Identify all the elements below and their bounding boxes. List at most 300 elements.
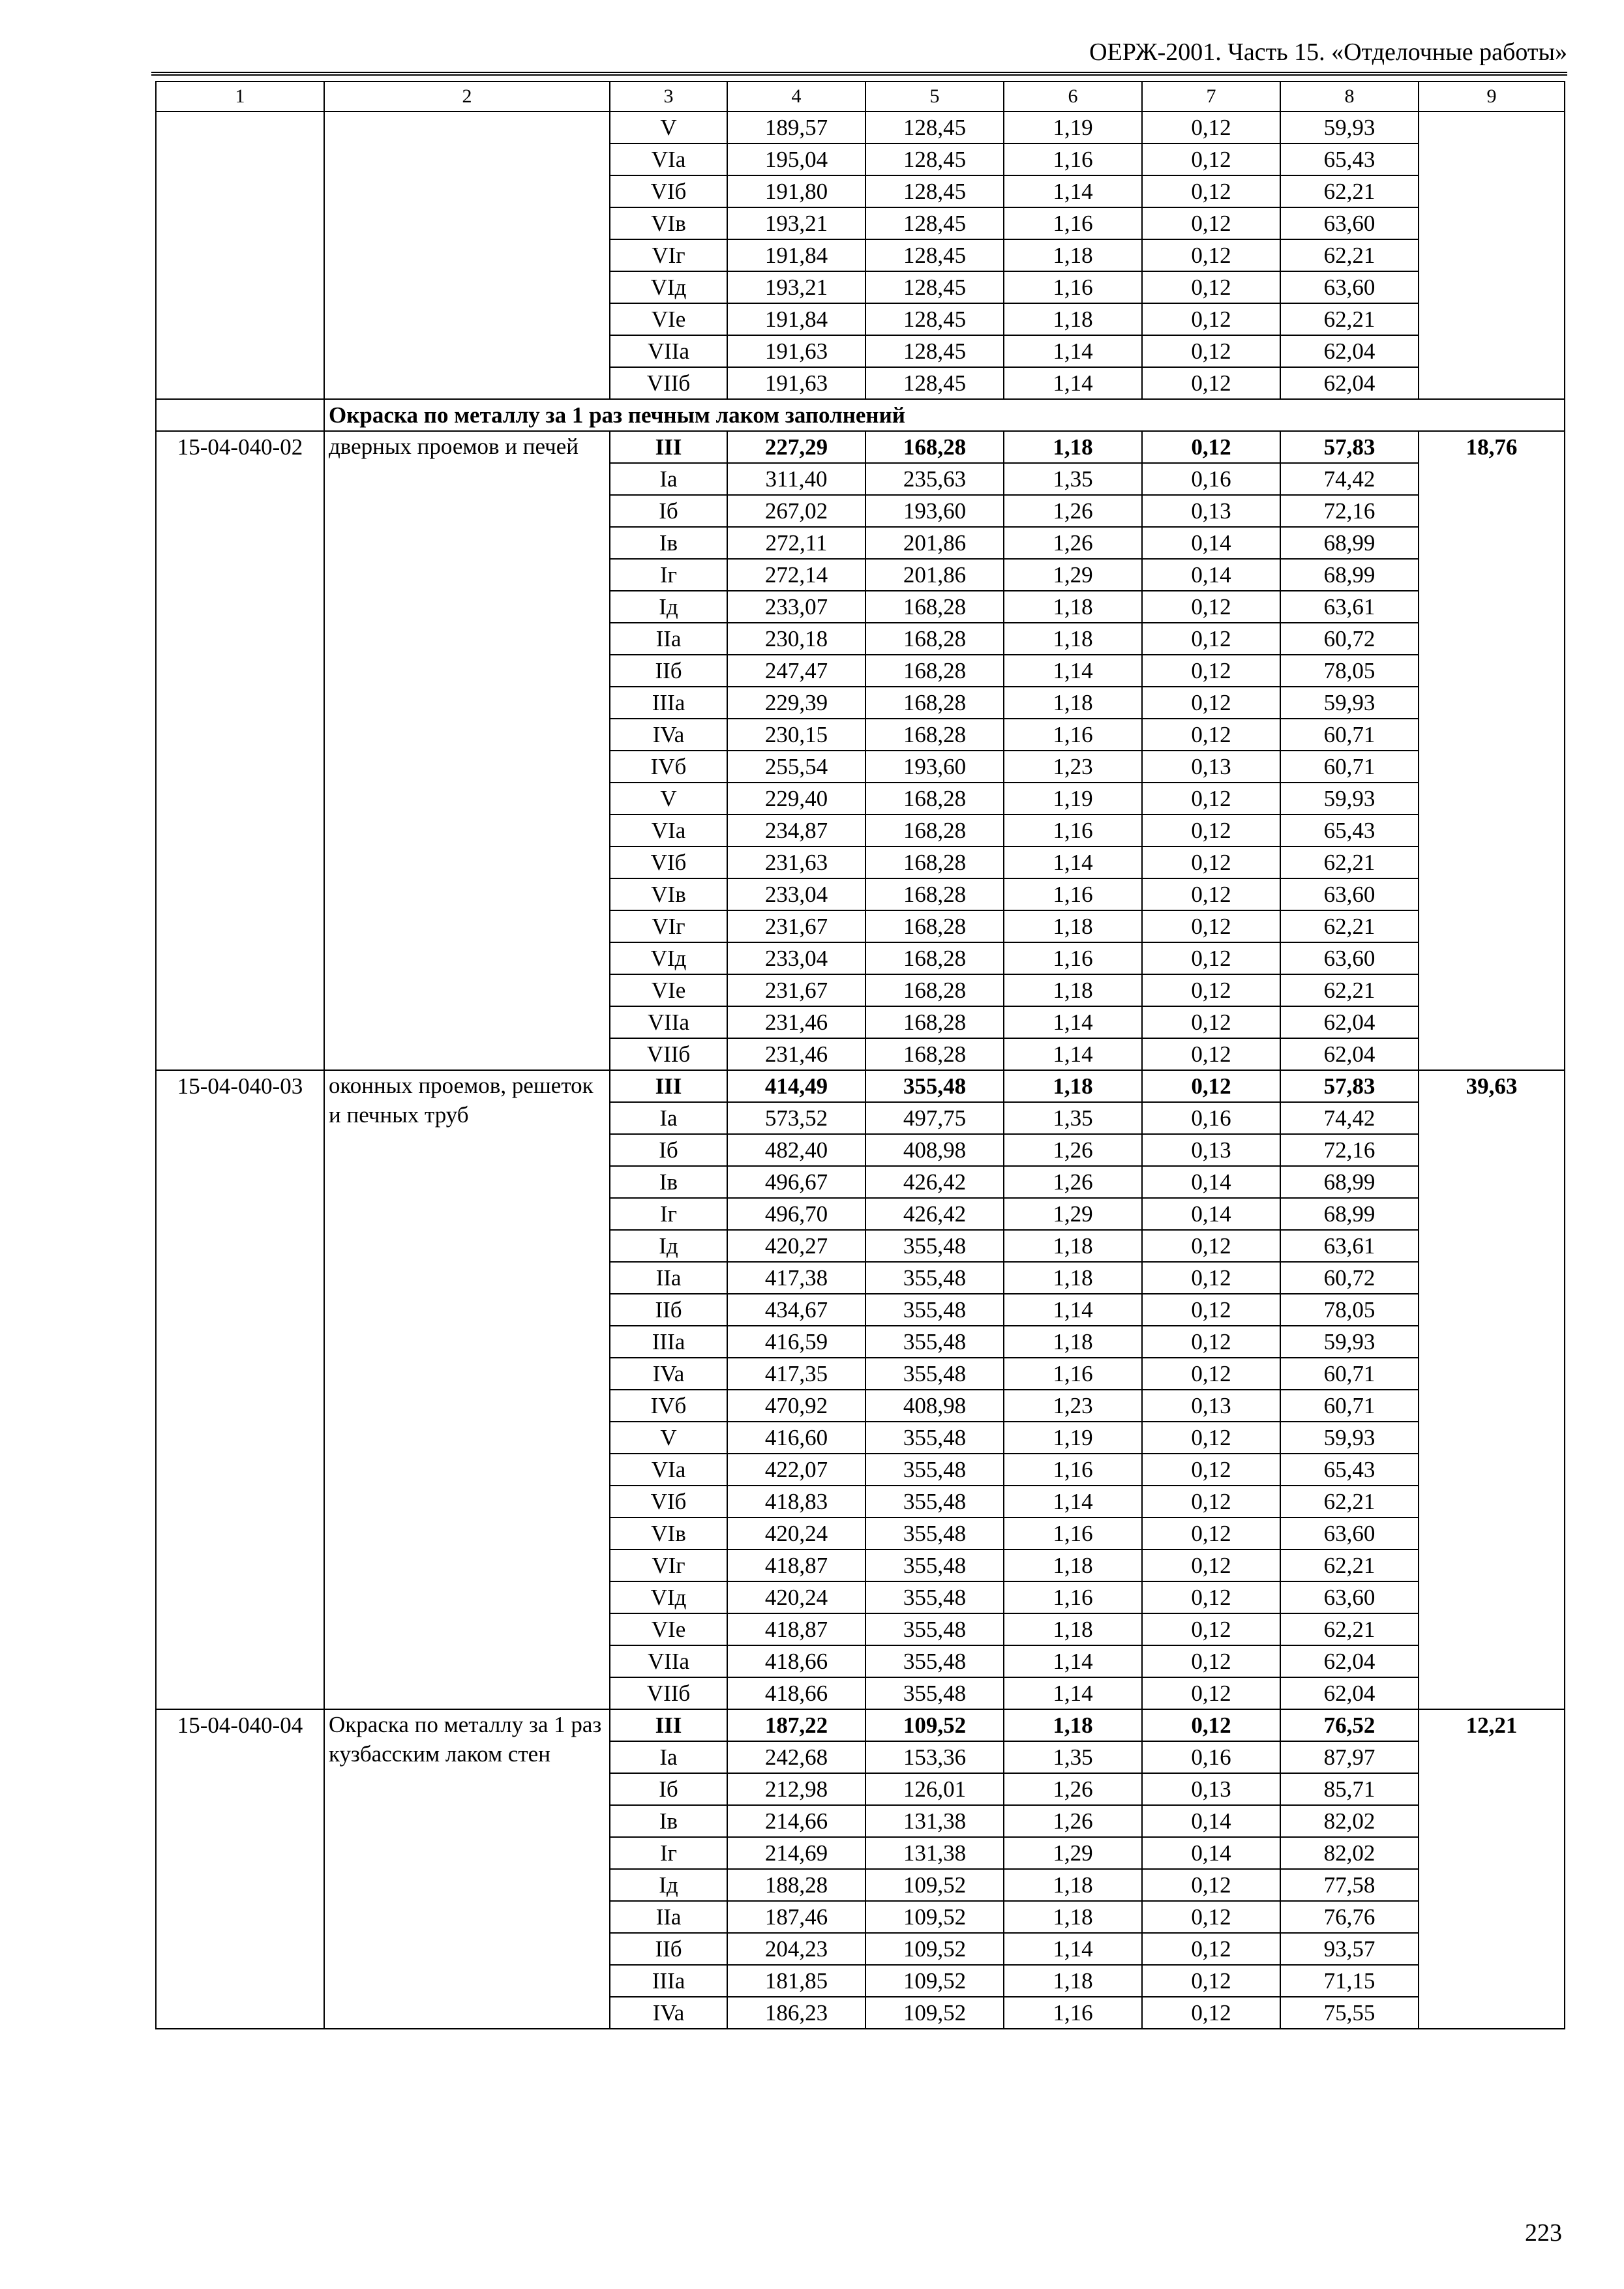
value-col4: 181,85 [727, 1965, 865, 1997]
table-body [156, 82, 1565, 2029]
value-col6: 1,18 [1004, 1326, 1142, 1358]
value-col4: 230,15 [727, 719, 865, 751]
value-col6: 1,35 [1004, 1102, 1142, 1134]
value-col7: 0,12 [1142, 1358, 1280, 1390]
value-col5: 109,52 [865, 1997, 1004, 2029]
value-col8: 63,61 [1280, 1230, 1419, 1262]
value-col6: 1,16 [1004, 1581, 1142, 1613]
value-col6: 1,18 [1004, 910, 1142, 942]
value-col4: 204,23 [727, 1933, 865, 1965]
value-col5: 168,28 [865, 623, 1004, 655]
value-col5: 109,52 [865, 1901, 1004, 1933]
value-col5: 109,52 [865, 1869, 1004, 1901]
zone-cell: Iб [610, 1773, 727, 1805]
value-col5: 131,38 [865, 1837, 1004, 1869]
value-col7: 0,12 [1142, 974, 1280, 1006]
column-number: 4 [727, 82, 865, 112]
value-col4: 231,67 [727, 910, 865, 942]
value-col5: 355,48 [865, 1294, 1004, 1326]
value-col8: 68,99 [1280, 1198, 1419, 1230]
value-col8: 65,43 [1280, 1454, 1419, 1486]
value-col4: 231,67 [727, 974, 865, 1006]
value-col6: 1,29 [1004, 1837, 1142, 1869]
value-col5: 355,48 [865, 1613, 1004, 1645]
value-col6: 1,18 [1004, 431, 1142, 463]
value-col4: 255,54 [727, 751, 865, 783]
zone-cell: IIa [610, 623, 727, 655]
table-row [156, 112, 1565, 143]
value-col6: 1,14 [1004, 335, 1142, 367]
value-col4: 418,87 [727, 1549, 865, 1581]
zone-cell: VIIб [610, 1038, 727, 1070]
value-col5: 168,28 [865, 878, 1004, 910]
value-col8: 62,04 [1280, 367, 1419, 399]
value-col6: 1,16 [1004, 1358, 1142, 1390]
value-col4: 231,46 [727, 1006, 865, 1038]
value-col8: 60,72 [1280, 1262, 1419, 1294]
value-col6: 1,26 [1004, 1805, 1142, 1837]
value-col8: 78,05 [1280, 655, 1419, 687]
value-col5: 153,36 [865, 1741, 1004, 1773]
zone-cell: IIб [610, 1294, 727, 1326]
zone-cell: VIв [610, 878, 727, 910]
value-col6: 1,18 [1004, 1070, 1142, 1102]
value-col5: 128,45 [865, 367, 1004, 399]
value-col6: 1,16 [1004, 207, 1142, 239]
value-col5: 426,42 [865, 1198, 1004, 1230]
zone-cell: Iг [610, 559, 727, 591]
value-col8: 63,60 [1280, 1518, 1419, 1549]
value-col8: 60,71 [1280, 1358, 1419, 1390]
header-double-rule [151, 72, 1567, 76]
value-col8: 62,21 [1280, 1549, 1419, 1581]
value-col4: 187,46 [727, 1901, 865, 1933]
value-col8: 63,61 [1280, 591, 1419, 623]
value-col5: 128,45 [865, 143, 1004, 175]
zone-cell: VIг [610, 239, 727, 271]
value-col7: 0,12 [1142, 271, 1280, 303]
value-col4: 189,57 [727, 112, 865, 143]
value-col4: 418,66 [727, 1645, 865, 1677]
value-col5: 355,48 [865, 1518, 1004, 1549]
value-col4: 214,69 [727, 1837, 865, 1869]
value-col4: 229,40 [727, 783, 865, 815]
value-col6: 1,16 [1004, 1518, 1142, 1549]
value-col8: 65,43 [1280, 143, 1419, 175]
value-col6: 1,14 [1004, 846, 1142, 878]
value-col7: 0,12 [1142, 1709, 1280, 1741]
value-col8: 59,93 [1280, 783, 1419, 815]
value-col8: 60,71 [1280, 1390, 1419, 1422]
zone-cell: Iв [610, 527, 727, 559]
value-col7: 0,12 [1142, 1869, 1280, 1901]
value-col4: 418,87 [727, 1613, 865, 1645]
value-col7: 0,12 [1142, 1422, 1280, 1454]
value-col7: 0,12 [1142, 335, 1280, 367]
value-col4: 191,80 [727, 175, 865, 207]
zone-cell: IIб [610, 1933, 727, 1965]
value-col5: 168,28 [865, 1038, 1004, 1070]
zone-cell: Iд [610, 1230, 727, 1262]
value-col5: 128,45 [865, 335, 1004, 367]
value-col6: 1,16 [1004, 1454, 1142, 1486]
value-col4: 231,63 [727, 846, 865, 878]
value-col5: 355,48 [865, 1326, 1004, 1358]
value-col8: 62,21 [1280, 974, 1419, 1006]
value-col7: 0,13 [1142, 495, 1280, 527]
value-col6: 1,18 [1004, 1709, 1142, 1741]
value-col5: 109,52 [865, 1965, 1004, 1997]
value-col4: 193,21 [727, 207, 865, 239]
zone-cell: V [610, 783, 727, 815]
table-row [156, 431, 1565, 463]
column-number: 3 [610, 82, 727, 112]
value-col4: 311,40 [727, 463, 865, 495]
value-col6: 1,23 [1004, 1390, 1142, 1422]
value-col8: 87,97 [1280, 1741, 1419, 1773]
value-col6: 1,16 [1004, 719, 1142, 751]
zone-cell: VIг [610, 1549, 727, 1581]
value-col5: 355,48 [865, 1422, 1004, 1454]
value-col7: 0,14 [1142, 1837, 1280, 1869]
value-col7: 0,14 [1142, 527, 1280, 559]
value-col6: 1,26 [1004, 495, 1142, 527]
value-col5: 128,45 [865, 271, 1004, 303]
value-col6: 1,18 [1004, 239, 1142, 271]
value-col5: 168,28 [865, 655, 1004, 687]
value-col8: 85,71 [1280, 1773, 1419, 1805]
value-col8: 62,04 [1280, 1006, 1419, 1038]
value-col5: 131,38 [865, 1805, 1004, 1837]
value-col5: 355,48 [865, 1645, 1004, 1677]
value-col6: 1,14 [1004, 1486, 1142, 1518]
value-col8: 59,93 [1280, 112, 1419, 143]
work-name [324, 112, 610, 399]
value-col8: 63,60 [1280, 1581, 1419, 1613]
value-col4: 496,67 [727, 1166, 865, 1198]
value-col5: 201,86 [865, 527, 1004, 559]
value-col8: 63,60 [1280, 878, 1419, 910]
value-col8: 62,21 [1280, 1486, 1419, 1518]
zone-cell: Iг [610, 1837, 727, 1869]
value-col6: 1,18 [1004, 303, 1142, 335]
value-col7: 0,12 [1142, 591, 1280, 623]
zone-cell: III [610, 1070, 727, 1102]
value-col5: 128,45 [865, 175, 1004, 207]
total-value [1419, 112, 1565, 399]
value-col7: 0,12 [1142, 1677, 1280, 1709]
value-col7: 0,16 [1142, 463, 1280, 495]
value-col6: 1,16 [1004, 942, 1142, 974]
value-col5: 109,52 [865, 1709, 1004, 1741]
value-col8: 59,93 [1280, 687, 1419, 719]
value-col4: 420,24 [727, 1581, 865, 1613]
zone-cell: VIIб [610, 367, 727, 399]
value-col4: 247,47 [727, 655, 865, 687]
value-col4: 470,92 [727, 1390, 865, 1422]
value-col5: 235,63 [865, 463, 1004, 495]
value-col8: 62,04 [1280, 335, 1419, 367]
value-col5: 426,42 [865, 1166, 1004, 1198]
value-col6: 1,16 [1004, 143, 1142, 175]
value-col6: 1,18 [1004, 591, 1142, 623]
value-col8: 59,93 [1280, 1422, 1419, 1454]
zone-cell: VIд [610, 1581, 727, 1613]
value-col4: 233,07 [727, 591, 865, 623]
value-col7: 0,14 [1142, 559, 1280, 591]
value-col5: 355,48 [865, 1262, 1004, 1294]
value-col5: 168,28 [865, 815, 1004, 846]
value-col5: 193,60 [865, 751, 1004, 783]
value-col6: 1,26 [1004, 1166, 1142, 1198]
zone-cell: VIIa [610, 335, 727, 367]
value-col5: 168,28 [865, 942, 1004, 974]
value-col4: 242,68 [727, 1741, 865, 1773]
value-col4: 191,84 [727, 303, 865, 335]
value-col6: 1,35 [1004, 1741, 1142, 1773]
value-col4: 214,66 [727, 1805, 865, 1837]
value-col5: 355,48 [865, 1581, 1004, 1613]
zone-cell: III [610, 1709, 727, 1741]
value-col6: 1,18 [1004, 687, 1142, 719]
zone-cell: VIe [610, 974, 727, 1006]
value-col4: 414,49 [727, 1070, 865, 1102]
value-col7: 0,13 [1142, 751, 1280, 783]
value-col4: 417,38 [727, 1262, 865, 1294]
value-col6: 1,18 [1004, 1613, 1142, 1645]
value-col5: 168,28 [865, 687, 1004, 719]
table-row [156, 1709, 1565, 1741]
zone-cell: IIб [610, 655, 727, 687]
value-col7: 0,12 [1142, 623, 1280, 655]
value-col7: 0,12 [1142, 1230, 1280, 1262]
value-col6: 1,18 [1004, 1262, 1142, 1294]
value-col4: 573,52 [727, 1102, 865, 1134]
value-col7: 0,14 [1142, 1198, 1280, 1230]
value-col8: 71,15 [1280, 1965, 1419, 1997]
zone-cell: VIIa [610, 1645, 727, 1677]
value-col4: 191,63 [727, 335, 865, 367]
value-col8: 72,16 [1280, 1134, 1419, 1166]
value-col6: 1,14 [1004, 367, 1142, 399]
value-col5: 355,48 [865, 1230, 1004, 1262]
value-col5: 126,01 [865, 1773, 1004, 1805]
zone-cell: VIб [610, 846, 727, 878]
value-col6: 1,18 [1004, 1869, 1142, 1901]
work-name: оконных проемов, решеток и печных труб [324, 1070, 610, 1709]
total-value: 39,63 [1419, 1070, 1565, 1709]
rate-code: 15-04-040-03 [156, 1070, 324, 1709]
value-col6: 1,26 [1004, 527, 1142, 559]
value-col7: 0,12 [1142, 878, 1280, 910]
value-col6: 1,19 [1004, 1422, 1142, 1454]
zone-cell: VIIa [610, 1006, 727, 1038]
value-col6: 1,14 [1004, 1645, 1142, 1677]
value-col7: 0,16 [1142, 1102, 1280, 1134]
value-col4: 193,21 [727, 271, 865, 303]
value-col4: 231,46 [727, 1038, 865, 1070]
rate-code [156, 112, 324, 399]
value-col4: 186,23 [727, 1997, 865, 2029]
column-number: 6 [1004, 82, 1142, 112]
value-col8: 68,99 [1280, 1166, 1419, 1198]
value-col4: 233,04 [727, 942, 865, 974]
value-col6: 1,29 [1004, 559, 1142, 591]
value-col5: 128,45 [865, 303, 1004, 335]
value-col7: 0,12 [1142, 367, 1280, 399]
value-col6: 1,26 [1004, 1773, 1142, 1805]
value-col6: 1,35 [1004, 463, 1142, 495]
zone-cell: VIд [610, 271, 727, 303]
column-number: 8 [1280, 82, 1419, 112]
zone-cell: VIд [610, 942, 727, 974]
value-col8: 65,43 [1280, 815, 1419, 846]
zone-cell: IIa [610, 1901, 727, 1933]
value-col8: 68,99 [1280, 559, 1419, 591]
value-col8: 62,21 [1280, 175, 1419, 207]
zone-cell: Ia [610, 463, 727, 495]
page-number: 223 [1525, 2219, 1562, 2247]
value-col4: 422,07 [727, 1454, 865, 1486]
value-col8: 60,71 [1280, 751, 1419, 783]
column-number-row [156, 82, 1565, 112]
value-col7: 0,12 [1142, 1486, 1280, 1518]
zone-cell: Iд [610, 591, 727, 623]
value-col7: 0,16 [1142, 1741, 1280, 1773]
value-col6: 1,19 [1004, 783, 1142, 815]
value-col5: 128,45 [865, 207, 1004, 239]
value-col8: 62,04 [1280, 1677, 1419, 1709]
value-col4: 230,18 [727, 623, 865, 655]
zone-cell: VIб [610, 175, 727, 207]
value-col4: 195,04 [727, 143, 865, 175]
value-col7: 0,12 [1142, 239, 1280, 271]
value-col7: 0,12 [1142, 1038, 1280, 1070]
value-col6: 1,18 [1004, 1230, 1142, 1262]
value-col7: 0,12 [1142, 1933, 1280, 1965]
value-col4: 234,87 [727, 815, 865, 846]
zone-cell: VIв [610, 1518, 727, 1549]
value-col4: 227,29 [727, 431, 865, 463]
value-col5: 408,98 [865, 1134, 1004, 1166]
value-col7: 0,12 [1142, 1454, 1280, 1486]
value-col8: 62,21 [1280, 910, 1419, 942]
zone-cell: VIв [610, 207, 727, 239]
value-col8: 62,21 [1280, 846, 1419, 878]
price-table [155, 81, 1565, 2029]
value-col8: 63,60 [1280, 271, 1419, 303]
value-col4: 233,04 [727, 878, 865, 910]
value-col5: 168,28 [865, 910, 1004, 942]
section-title: Окраска по металлу за 1 раз печным лаком заполнений [324, 399, 1565, 431]
value-col7: 0,12 [1142, 910, 1280, 942]
zone-cell: Iд [610, 1869, 727, 1901]
value-col5: 128,45 [865, 112, 1004, 143]
value-col4: 272,14 [727, 559, 865, 591]
zone-cell: IIIa [610, 1965, 727, 1997]
value-col6: 1,14 [1004, 655, 1142, 687]
section-row [156, 399, 1565, 431]
value-col4: 212,98 [727, 1773, 865, 1805]
value-col7: 0,12 [1142, 1965, 1280, 1997]
value-col6: 1,16 [1004, 271, 1142, 303]
zone-cell: Iв [610, 1166, 727, 1198]
value-col8: 68,99 [1280, 527, 1419, 559]
value-col8: 72,16 [1280, 495, 1419, 527]
value-col8: 82,02 [1280, 1837, 1419, 1869]
value-col7: 0,12 [1142, 655, 1280, 687]
zone-cell: IIIa [610, 1326, 727, 1358]
zone-cell: VIб [610, 1486, 727, 1518]
value-col7: 0,12 [1142, 1645, 1280, 1677]
zone-cell: VIг [610, 910, 727, 942]
value-col6: 1,18 [1004, 1965, 1142, 1997]
zone-cell: IVб [610, 751, 727, 783]
value-col7: 0,12 [1142, 1294, 1280, 1326]
value-col6: 1,14 [1004, 175, 1142, 207]
value-col7: 0,12 [1142, 783, 1280, 815]
value-col8: 62,21 [1280, 239, 1419, 271]
value-col4: 267,02 [727, 495, 865, 527]
zone-cell: VIa [610, 143, 727, 175]
zone-cell: VIe [610, 303, 727, 335]
value-col7: 0,12 [1142, 815, 1280, 846]
zone-cell: Iб [610, 495, 727, 527]
value-col6: 1,29 [1004, 1198, 1142, 1230]
value-col4: 187,22 [727, 1709, 865, 1741]
work-name: Окраска по металлу за 1 раз кузбасским лаком стен [324, 1709, 610, 2029]
value-col7: 0,12 [1142, 1613, 1280, 1645]
value-col7: 0,12 [1142, 1326, 1280, 1358]
zone-cell: IVa [610, 1358, 727, 1390]
value-col8: 57,83 [1280, 431, 1419, 463]
value-col4: 229,39 [727, 687, 865, 719]
value-col7: 0,12 [1142, 846, 1280, 878]
value-col4: 496,70 [727, 1198, 865, 1230]
column-number: 9 [1419, 82, 1565, 112]
value-col5: 355,48 [865, 1358, 1004, 1390]
table-row [156, 1070, 1565, 1102]
column-number: 1 [156, 82, 324, 112]
value-col8: 82,02 [1280, 1805, 1419, 1837]
value-col8: 77,58 [1280, 1869, 1419, 1901]
value-col4: 188,28 [727, 1869, 865, 1901]
value-col7: 0,13 [1142, 1134, 1280, 1166]
value-col8: 63,60 [1280, 942, 1419, 974]
value-col5: 193,60 [865, 495, 1004, 527]
value-col5: 168,28 [865, 591, 1004, 623]
value-col7: 0,12 [1142, 1262, 1280, 1294]
rate-code: 15-04-040-02 [156, 431, 324, 1070]
value-col7: 0,12 [1142, 1518, 1280, 1549]
zone-cell: III [610, 431, 727, 463]
value-col7: 0,12 [1142, 175, 1280, 207]
value-col4: 434,67 [727, 1294, 865, 1326]
value-col8: 76,52 [1280, 1709, 1419, 1741]
value-col4: 482,40 [727, 1134, 865, 1166]
value-col7: 0,12 [1142, 431, 1280, 463]
value-col8: 78,05 [1280, 1294, 1419, 1326]
value-col7: 0,12 [1142, 1549, 1280, 1581]
value-col8: 60,72 [1280, 623, 1419, 655]
value-col5: 168,28 [865, 1006, 1004, 1038]
value-col8: 74,42 [1280, 463, 1419, 495]
zone-cell: V [610, 112, 727, 143]
value-col4: 418,66 [727, 1677, 865, 1709]
value-col7: 0,12 [1142, 1006, 1280, 1038]
value-col6: 1,16 [1004, 878, 1142, 910]
value-col7: 0,14 [1142, 1166, 1280, 1198]
